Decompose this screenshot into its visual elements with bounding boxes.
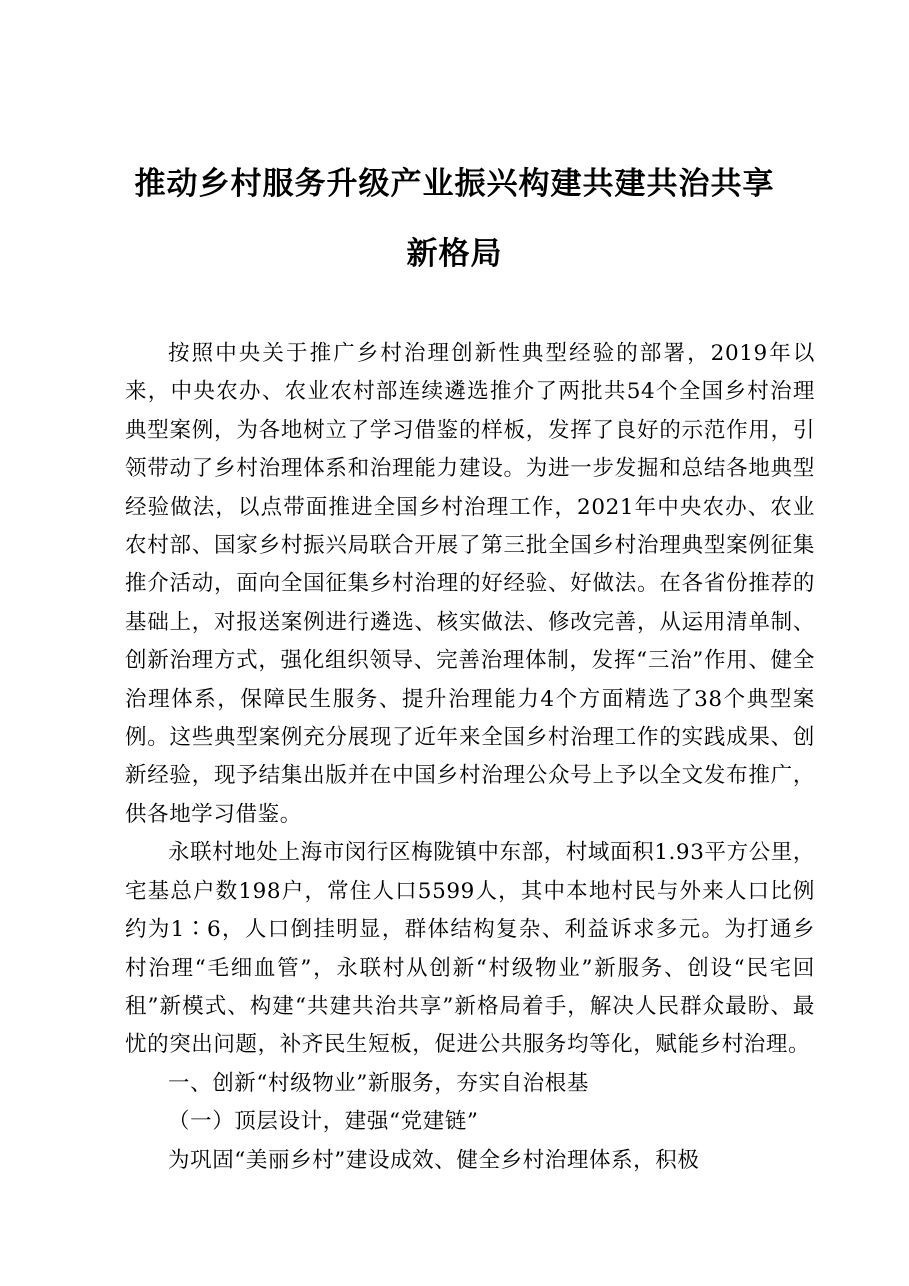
subsection-heading-1: （一）顶层设计，建强“党建链” [168, 1109, 479, 1135]
paragraph-village-overview: 永联村地处上海市闵行区梅陇镇中东部，村域面积1.93平方公里，宅基总户数198户，常住人口5599人，其中本地村民与外来人口比例约为1∶6，人口倒挂明显，群体结构复杂、利益诉求多元。为打通乡村治理“毛细血管”，永联村从创新“村级物业”新服务、创设“民宅回租”新模式、构建“共建共治共享”新格局着手，解决人民群众最盼、最忧的突出问题，补齐民生短板，促进公共服务均等化，赋能乡村治理。 [125, 840, 815, 1058]
paragraph-body-start: 为巩固“美丽乡村”建设成效、健全乡村治理体系，积极 [168, 1147, 700, 1173]
document-title-line-1: 推动乡村服务升级产业振兴构建共建共治共享 [134, 166, 775, 202]
section-heading-1: 一、创新“村级物业”新服务，夯实自治根基 [168, 1070, 589, 1096]
paragraph-intro: 按照中央关于推广乡村治理创新性典型经验的部署，2019年以来，中央农办、农业农村部连续遴选推介了两批共54个全国乡村治理典型案例，为各地树立了学习借鉴的样板，发挥了良好的示范作用，引领带动了乡村治理体系和治理能力建设。为进一步发掘和总结各地典型经验做法，以点带面推进全国乡村治理工作，2021年中央农办、农业农村部、国家乡村振兴局联合开展了第三批全国乡村治理典型案例征集推介活动，面向全国征集乡村治理的好经验、好做法。在各省份推荐的基础上，对报送案例进行遴选、核实做法、修改完善，从运用清单制、创新治理方式，强化组织领导、完善治理体制，发挥“三治”作用、健全治理体系，保障民生服务、提升治理能力4个方面精选了38个典型案例。这些典型案例充分展现了近年来全国乡村治理工作的实践成果、创新经验，现予结集出版并在中国乡村治理公众号上予以全文发布推广，供各地学习借鉴。 [125, 341, 815, 827]
document-body [125, 335, 815, 1180]
document-title-line-2: 新格局 [406, 236, 503, 272]
